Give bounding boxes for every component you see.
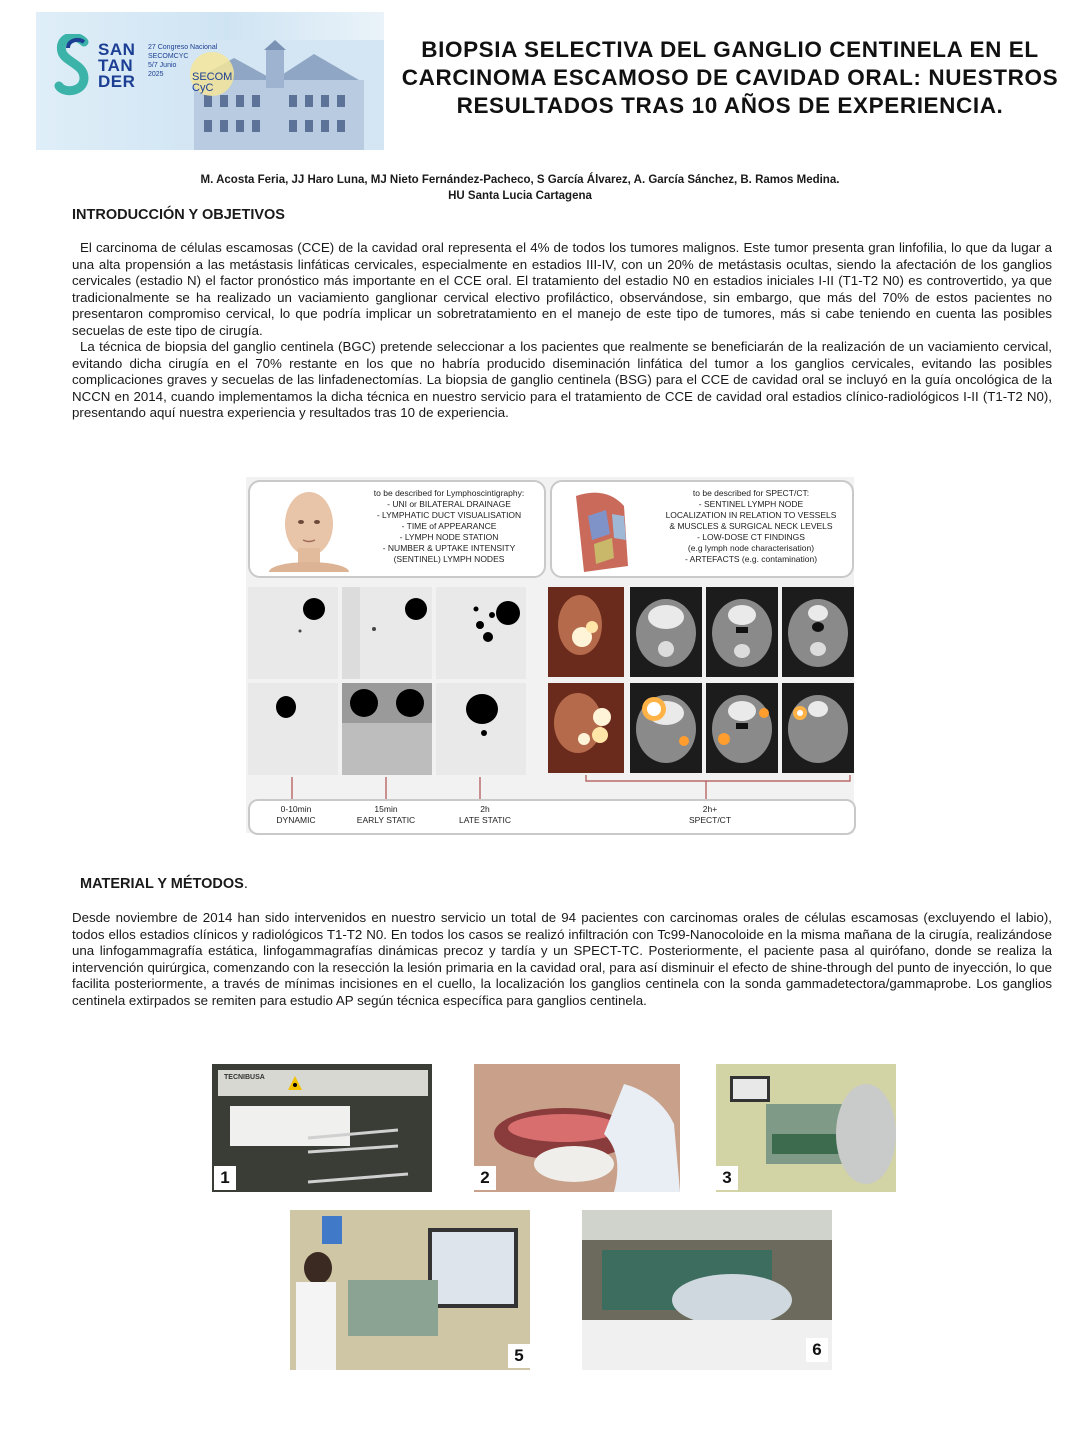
lymphoscintigraphy-box: [248, 480, 546, 578]
photo-oral-injection: [474, 1064, 680, 1192]
city-line: SAN: [98, 40, 136, 59]
methods-heading-period: .: [243, 876, 248, 892]
timeline-step-dynamic: [256, 804, 336, 826]
gamma-camera-illustration: [716, 1064, 896, 1192]
ct-slice-image: [782, 587, 854, 677]
timeline-label: SPECT/CT: [688, 815, 732, 825]
methods-text: [72, 910, 1052, 1009]
intro-heading: INTRODUCCIÓN Y OBJETIVOS: [72, 207, 285, 223]
timeline-step-late-static: [440, 804, 530, 826]
3d-render-image: [548, 587, 624, 677]
photo-gamma-camera: [716, 1064, 896, 1192]
lymphoscintigraphy-figure: [246, 477, 854, 833]
santander-logo-icon: [54, 34, 92, 96]
spect-ct-fusion-image: [630, 683, 702, 773]
photo-operator-workstation: [290, 1210, 530, 1370]
criteria-line: (e.g lymph node characterisation): [687, 543, 815, 553]
criteria-line: to be described for Lymphoscintigraphy:: [373, 488, 525, 498]
acquisition-timeline: [248, 799, 856, 835]
surgery-illustration: [582, 1210, 832, 1370]
criteria-line: - SENTINEL LYMPH NODE: [698, 499, 804, 509]
city-line: DER: [98, 72, 136, 91]
methods-heading: [80, 876, 248, 892]
scintigraphy-image: [248, 683, 338, 775]
scintigraphy-image: [342, 587, 432, 679]
timeline-connectors: [246, 775, 854, 801]
timeline-step-spect-ct: [660, 804, 760, 826]
badge-line: SECOM: [192, 71, 233, 83]
scintigraphy-image: [436, 683, 526, 775]
poster-title: BIOPSIA SELECTIVA DEL GANGLIO CENTINELA EN EL CARCINOMA ESCAMOSO DE CAVIDAD ORAL: NUESTROS RESULTADOS TRAS 10 AÑOS DE EXPERIENCIA.: [401, 37, 1059, 118]
congress-line: SECOMCYC: [148, 53, 189, 60]
authors-list: M. Acosta Feria, JJ Haro Luna, MJ Nieto Fernández-Pacheco, S García Álvarez, A. García Sánchez, B. Ramos Medina.: [200, 174, 840, 186]
city-name: [98, 42, 135, 90]
criteria-line: (SENTINEL) LYMPH NODES: [393, 554, 505, 564]
criteria-line: to be described for SPECT/CT:: [692, 488, 810, 498]
scintigraphy-image: [342, 683, 432, 775]
head-illustration: [268, 486, 350, 572]
spect-ct-fusion-image: [706, 683, 778, 773]
criteria-line: - LYMPHATIC DUCT VISUALISATION: [376, 510, 522, 520]
criteria-line: - LYMPH NODE STATION: [399, 532, 499, 542]
photo-number: 2: [474, 1166, 496, 1190]
timeline-label: LATE STATIC: [459, 815, 511, 825]
congress-line: 2025: [148, 71, 164, 78]
3d-render-image: [548, 683, 624, 773]
intro-paragraph-1: El carcinoma de células escamosas (CCE) de la cavidad oral representa el 4% de todos los tumores malignos. Este tumor presenta gran linfofilia, lo que da lugar a una alta propensión a las metástasis linfáticas cervicales, especialmente en estadios III-IV, con un 20% de metástasis ocultas, siendo la afectación de los ganglios cervicales (estadio N) el factor pronóstico más importante en el CCE oral. El tratamiento del estadio N0 en estadios iniciales I-II (T1-T2 N0) es controvertido, ya que tradicionalmente se ha realizado un vaciamiento ganglionar cervical electivo profiláctico, observándose, sin embargo, que más del 70% de estos pacientes no presentaron compromiso cervical, lo que podría implicar un sobretratamiento en el manejo de este tipo de tumores, más si cabe teniendo en cuenta las posibles secuelas de este tipo de cirugía.: [72, 240, 1052, 338]
authors-block: [60, 172, 980, 204]
spect-ct-fusion-image: [782, 683, 854, 773]
oral-cavity-illustration: [474, 1064, 680, 1192]
intro-text: [72, 240, 1052, 422]
ct-slice-image: [630, 587, 702, 677]
radiation-warning-icon: [288, 1076, 302, 1090]
methods-heading-text: MATERIAL Y MÉTODOS: [80, 876, 244, 892]
shielded-box-lid: [218, 1070, 428, 1096]
timeline-label: EARLY STATIC: [356, 815, 416, 825]
photo-number: 5: [508, 1344, 530, 1368]
criteria-line: - LOW-DOSE CT FINDINGS: [697, 532, 805, 542]
congress-line: 27 Congreso Nacional: [148, 44, 218, 51]
congress-line: 5/7 Junio: [148, 62, 177, 69]
criteria-line: - UNI or BILATERAL DRAINAGE: [387, 499, 511, 509]
scintigraphy-image: [248, 587, 338, 679]
methods-paragraph-1: Desde noviembre de 2014 han sido intervenidos en nuestro servicio un total de 94 pacientes con carcinomas orales de células escamosas (excluyendo el labio), todos ellos estadios clínicos y radiológicos T1-T2 N0. En todos los casos se realizó infiltración con Tc99-Nanocoloide en la misma mañana de la cirugía, realizándose una linfogammagrafía estática, linfogammagrafías dinámicas precoz y tardía y un SPECT-TC. Posteriormente, el paciente pasa al quirófano, donde se realiza la intervención quirúrgica, comenzando con la resección la lesión primaria en la cavidad oral, para así disminuir el efecto de shine-through del punto de inyección, lo que facilita posteriormente, a través de mínimas incisiones en el cuello, la localización los ganglios centinela con la sonda gammadetectora/gammaprobe. Los ganglios centinela extirpados se remiten para estudio AP según técnica específica para ganglios centinela.: [72, 910, 1052, 1008]
box-brand-label: TECNIBUSA: [224, 1074, 265, 1081]
criteria-line: LOCALIZATION IN RELATION TO VESSELS: [665, 510, 837, 520]
city-line: TAN: [98, 56, 134, 75]
timeline-time: 2h+: [702, 804, 718, 814]
criteria-line: - ARTEFACTS (e.g. contamination): [684, 554, 818, 564]
congress-banner: [36, 12, 384, 150]
syringes: [302, 1112, 422, 1188]
timeline-time: 0-10min: [280, 804, 312, 814]
secomcyc-badge-text: [192, 72, 232, 94]
photo-number: 3: [716, 1166, 738, 1190]
intro-paragraph-2: La técnica de biopsia del ganglio centinela (BGC) pretende seleccionar a los pacientes que realmente se beneficiarán de la realización de un vaciamiento cervical, evitando dicha cirugía en el 70% restante en los que no habría producido diseminación linfática del tumor a los ganglios cervicales, evitando las posibles complicaciones graves y secuelas de las linfadenectomías. La biopsia de ganglio centinela (BSG) para el CCE de cavidad oral se incluyó en la guía oncológica de la NCCN en 2014, cuando implementamos la dicha técnica en nuestro servicio para el tratamiento de CCE de cavidad oral estadios clínico-radiológicos I-II (T1-T2 N0), presentando aquí nuestra experiencia y resultados tras 10 de experiencia.: [72, 339, 1052, 420]
institution: HU Santa Lucia Cartagena: [448, 190, 592, 202]
spect-ct-criteria: [652, 488, 850, 565]
photo-number: 1: [214, 1166, 236, 1190]
badge-line: CyC: [192, 82, 214, 94]
ct-slice-image: [706, 587, 778, 677]
photo-syringes: [212, 1064, 432, 1192]
photo-surgery: [582, 1210, 832, 1370]
neck-anatomy-illustration: [566, 486, 646, 572]
timeline-time: 15min: [374, 804, 398, 814]
criteria-line: & MUSCLES & SURGICAL NECK LEVELS: [669, 521, 833, 531]
scintigraphy-image: [436, 587, 526, 679]
timeline-label: DYNAMIC: [276, 815, 316, 825]
timeline-step-early-static: [336, 804, 436, 826]
criteria-line: - TIME of APPEARANCE: [401, 521, 497, 531]
criteria-line: - NUMBER & UPTAKE INTENSITY: [382, 543, 516, 553]
workstation-illustration: [290, 1210, 530, 1370]
spect-ct-box: [550, 480, 854, 578]
lymphoscintigraphy-criteria: [354, 488, 544, 565]
timeline-time: 2h: [480, 804, 490, 814]
photo-number: 6: [806, 1338, 828, 1362]
